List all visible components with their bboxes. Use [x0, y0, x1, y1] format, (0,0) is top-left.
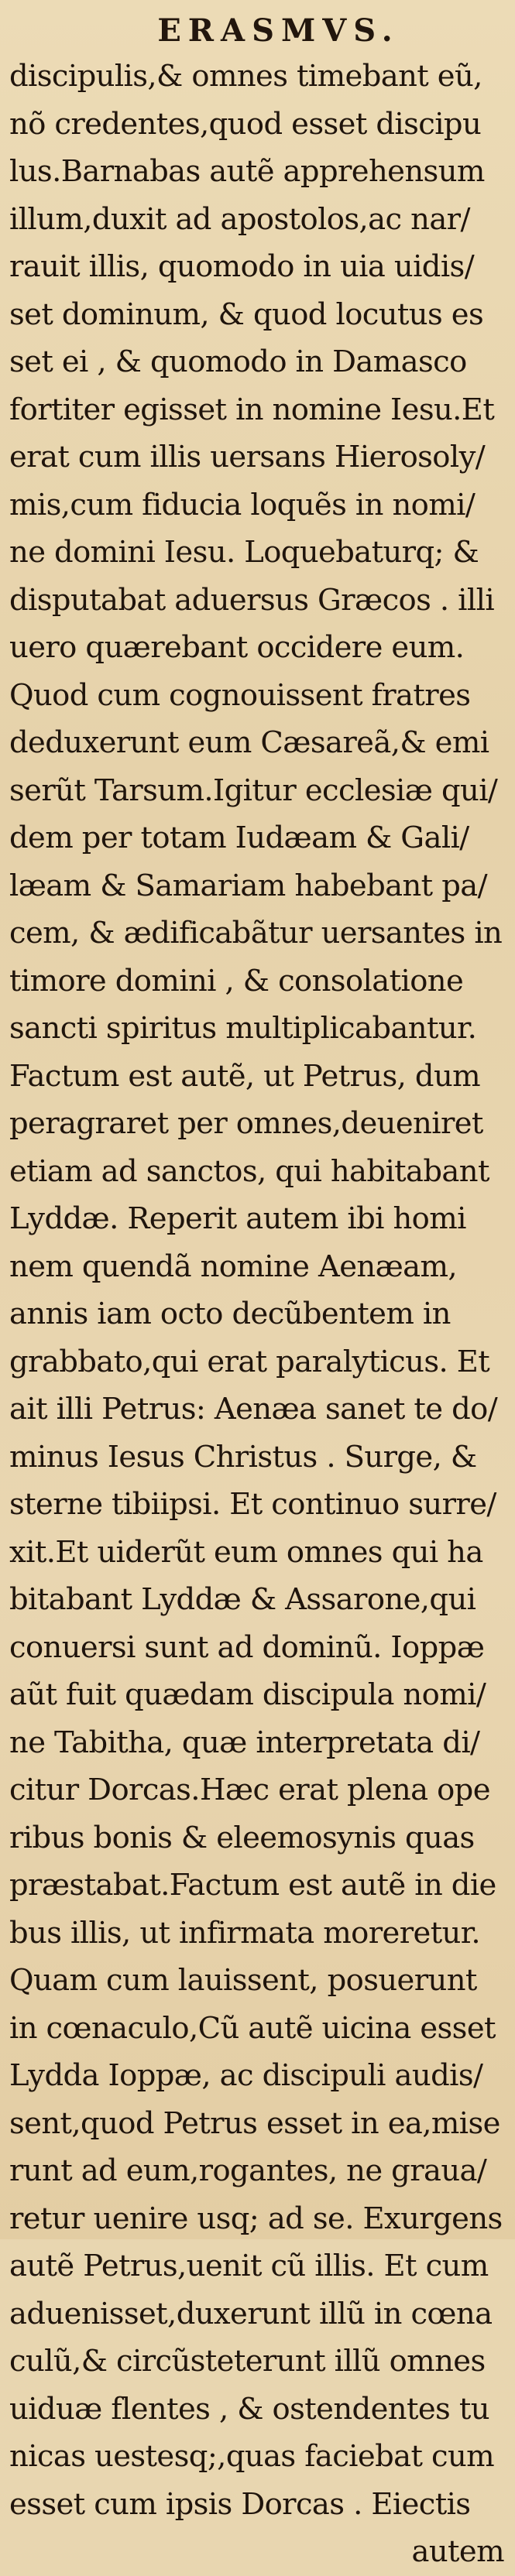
- text-line: sterne tibiipsi. Et continuo surre/: [9, 1487, 496, 1522]
- text-line: præstabat.Factum est autẽ in die: [9, 1868, 496, 1903]
- text-line: runt ad eum,rogantes, ne graua/: [9, 2153, 487, 2188]
- text-line: in cœnaculo,Cũ autẽ uicina esset: [9, 2010, 496, 2046]
- text-line: peragraret per omnes,deueniret: [9, 1106, 483, 1141]
- text-line: ne domini Iesu. Loquebaturq; &: [9, 535, 479, 570]
- text-line: dem per totam Iudæam & Gali/: [9, 820, 469, 855]
- text-line: nem quendã nomine Aenæam,: [9, 1249, 458, 1284]
- text-line: aũt fuit quædam discipula nomi/: [9, 1677, 486, 1712]
- text-line: Factum est autẽ, ut Petrus, dum: [9, 1058, 481, 1094]
- text-line: etiam ad sanctos, qui habitabant: [9, 1153, 489, 1189]
- text-line: erat cum illis uersans Hierosoly/: [9, 440, 486, 474]
- text-line: fortiter egisset in nomine Iesu.Et: [9, 392, 495, 427]
- catchword: autem: [411, 2534, 504, 2569]
- text-line: retur uenire usq; ad se. Exurgens: [9, 2201, 503, 2236]
- text-line: ribus bonis & eleemosynis quas: [9, 1820, 475, 1855]
- text-line: illum,duxit ad apostolos,ac nar/: [9, 201, 470, 237]
- text-line: annis iam octo decũbentem in: [9, 1297, 451, 1331]
- text-line: ne Tabitha, quæ interpretata di/: [9, 1725, 480, 1760]
- text-line: citur Dorcas.Hæc erat plena ope: [9, 1773, 490, 1807]
- text-line: bitabant Lyddæ & Assarone,qui: [9, 1582, 476, 1617]
- text-line: timore domini , & consolatione: [9, 963, 464, 999]
- text-line: sancti spiritus multiplicabantur.: [9, 1011, 477, 1046]
- text-line: disputabat aduersus Græcos . illi: [9, 582, 495, 618]
- text-line: grabbato,qui erat paralyticus. Et: [9, 1344, 490, 1379]
- text-line: uiduæ flentes , & ostendentes tu: [9, 2391, 489, 2427]
- text-line: nicas uestesq;,quas faciebat cum: [9, 2439, 495, 2474]
- text-line: esset cum ipsis Dorcas . Eiectis: [9, 2486, 471, 2522]
- text-line: serũt Tarsum.Igitur ecclesiæ qui/: [9, 772, 498, 808]
- text-line: culũ,& circũsteterunt illũ omnes: [9, 2344, 486, 2379]
- text-line: rauit illis, quomodo in uia uidis/: [9, 249, 475, 284]
- text-line: bus illis, ut infirmata moreretur.: [9, 1915, 480, 1951]
- text-line: Quod cum cognouissent fratres: [9, 677, 471, 713]
- text-line: discipulis,& omnes timebant eũ,: [9, 59, 482, 94]
- text-line: cem, & ædificabãtur uersantes in: [9, 916, 503, 951]
- text-line: autẽ Petrus,uenit cũ illis. Et cum: [9, 2249, 489, 2283]
- text-line: set dominum, & quod locutus es: [9, 296, 484, 332]
- text-line: minus Iesus Christus . Surge, &: [9, 1439, 477, 1475]
- text-line: lus.Barnabas autẽ apprehensum: [9, 154, 485, 189]
- text-line: ait illi Petrus: Aenæa sanet te do/: [9, 1392, 498, 1427]
- running-head: ERASMVS.: [157, 12, 400, 49]
- text-line: nõ credentes,quod esset discipu: [9, 106, 482, 142]
- text-line: læam & Samariam habebant pa/: [9, 868, 487, 903]
- text-line: mis,cum fiducia loquẽs in nomi/: [9, 487, 476, 522]
- text-line: Lydda Ioppæ, ac discipuli audis/: [9, 2058, 483, 2093]
- text-line: sent,quod Petrus esset in ea,mise: [9, 2105, 500, 2141]
- text-line: Lyddæ. Reperit autem ibi homi: [9, 1201, 466, 1236]
- text-line: uero quærebant occidere eum.: [9, 630, 465, 665]
- text-line: aduenisset,duxerunt illũ in cœna: [9, 2296, 493, 2331]
- text-line: xit.Et uiderũt eum omnes qui ha: [9, 1534, 483, 1570]
- text-line: conuersi sunt ad dominũ. Ioppæ: [9, 1629, 485, 1665]
- text-line: set ei , & quomodo in Damasco: [9, 344, 467, 379]
- text-line: Quam cum lauissent, posuerunt: [9, 1963, 477, 1998]
- text-block: [9, 53, 509, 2576]
- text-line: deduxerunt eum Cæsareã,& emi: [9, 725, 489, 760]
